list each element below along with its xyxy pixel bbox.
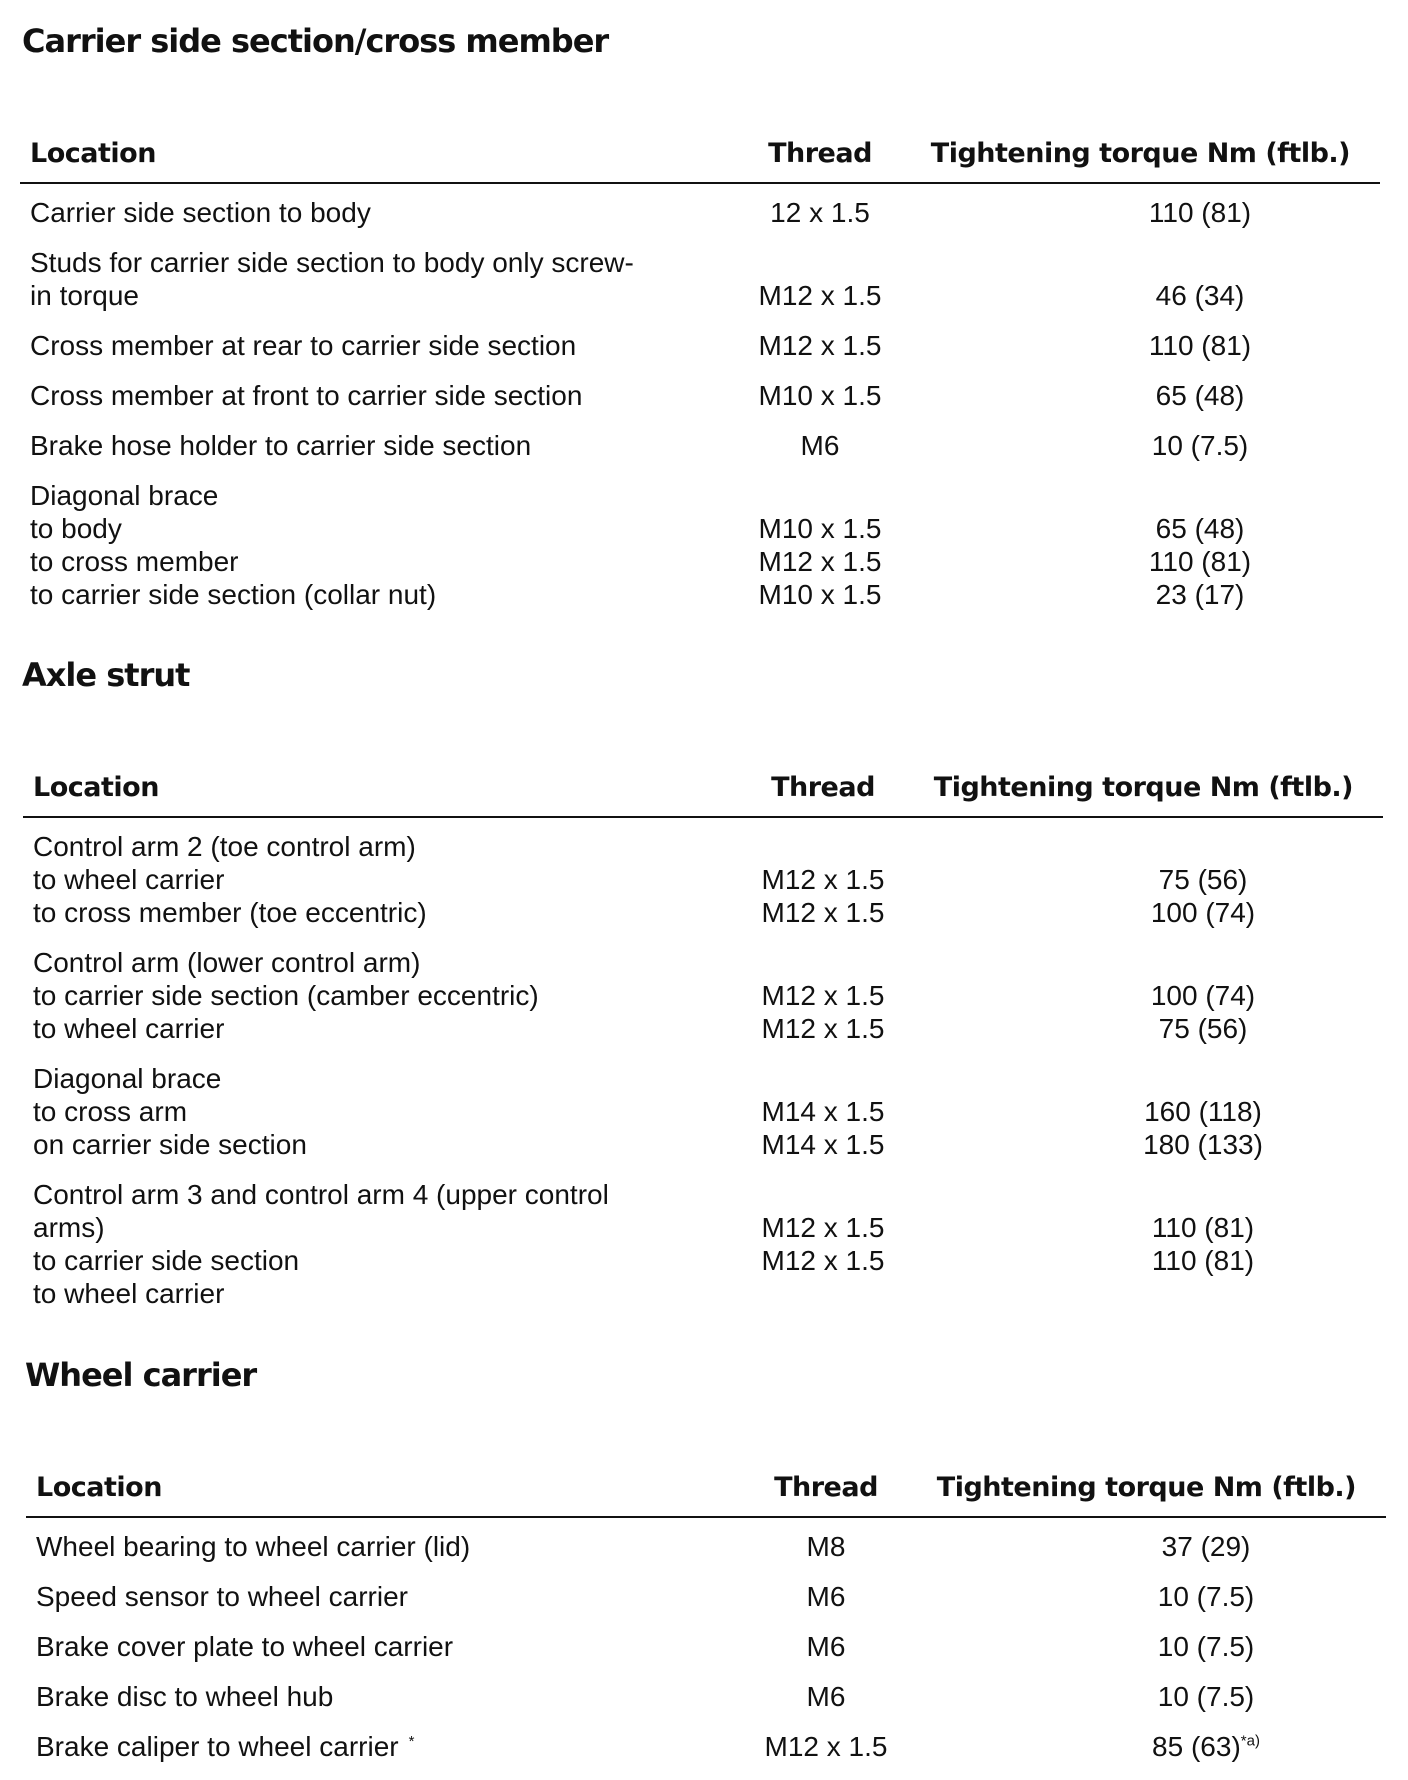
cell-thread-line: M10 x 1.5	[758, 513, 882, 544]
cell-thread-line: M12 x 1.5	[764, 1731, 888, 1762]
cell-location-line: to cross member (toe eccentric)	[33, 897, 427, 928]
cell-thread-line: M12 x 1.5	[758, 280, 882, 311]
cell-location-line: arms)	[33, 1212, 105, 1243]
cell-torque	[1086, 1680, 1326, 1713]
table-row	[20, 429, 1380, 462]
cell-torque	[1083, 1178, 1323, 1310]
cell-torque-line: 110 (81)	[1148, 197, 1252, 228]
cell-thread-line	[723, 830, 923, 863]
cell-location-line: Brake hose holder to carrier side section	[30, 430, 532, 461]
table-row	[23, 1178, 1383, 1310]
cell-thread-line: M10 x 1.5	[758, 579, 882, 610]
header-location: Location	[36, 1472, 162, 1503]
cell-thread	[723, 1178, 923, 1310]
cell-thread-line: M12 x 1.5	[761, 1245, 885, 1276]
cell-location-text: Brake caliper to wheel carrier	[36, 1731, 399, 1762]
table-header	[26, 1466, 1386, 1518]
cell-torque	[1086, 1630, 1326, 1663]
cell-location-line: to body	[30, 513, 122, 544]
section-title-carrier: Carrier side section/cross member	[22, 22, 609, 60]
cell-thread-line: M14 x 1.5	[761, 1129, 885, 1160]
header-thread: Thread	[768, 138, 872, 169]
header-thread: Thread	[774, 1472, 878, 1503]
cell-torque-line: 160 (118)	[1144, 1096, 1262, 1127]
cell-location	[36, 1630, 656, 1663]
header-thread: Thread	[771, 772, 875, 803]
cell-thread	[723, 1062, 923, 1161]
cell-location	[30, 329, 650, 362]
cell-torque	[1086, 1730, 1326, 1763]
torque-table-carrier	[20, 132, 1380, 628]
cell-torque-line: 46 (34)	[1155, 280, 1245, 311]
cell-torque-line	[1083, 830, 1323, 863]
cell-torque-line: 37 (29)	[1161, 1531, 1251, 1562]
cell-location	[36, 1580, 656, 1613]
table-body	[20, 196, 1380, 611]
table-header	[20, 132, 1380, 184]
cell-torque	[1083, 830, 1323, 929]
cell-location	[30, 246, 650, 312]
cell-location	[30, 196, 650, 229]
cell-location	[30, 429, 650, 462]
cell-torque-line	[1080, 246, 1320, 279]
cell-location-line: on carrier side section	[33, 1129, 307, 1160]
cell-thread-line: M12 x 1.5	[761, 864, 885, 895]
cell-thread	[723, 946, 923, 1045]
cell-thread	[726, 1730, 926, 1763]
cell-thread	[720, 429, 920, 462]
cell-location-line: Cross member at rear to carrier side section	[30, 330, 577, 361]
cell-torque-line	[1080, 479, 1320, 512]
cell-thread	[726, 1630, 926, 1663]
table-body	[23, 830, 1383, 1310]
cell-torque-line: 100 (74)	[1150, 980, 1256, 1011]
table-row	[23, 946, 1383, 1045]
table-body	[26, 1530, 1386, 1763]
cell-location-line: to cross arm	[33, 1096, 188, 1127]
cell-location	[33, 1178, 653, 1310]
table-row	[20, 479, 1380, 611]
cell-thread	[723, 830, 923, 929]
cell-torque	[1086, 1530, 1326, 1563]
cell-location-line: Wheel bearing to wheel carrier (lid)	[36, 1531, 471, 1562]
cell-location	[33, 1062, 653, 1161]
cell-thread	[720, 479, 920, 611]
cell-thread-line: M6	[806, 1681, 846, 1712]
cell-location	[36, 1730, 656, 1763]
cell-location-line: Control arm (lower control arm)	[33, 947, 421, 978]
cell-torque-line: 10 (7.5)	[1157, 1681, 1255, 1712]
cell-thread-line	[723, 1062, 923, 1095]
cell-torque-line	[1086, 1730, 1326, 1763]
cell-location	[36, 1530, 656, 1563]
cell-thread-line	[723, 1178, 923, 1211]
cell-torque-line: 75 (56)	[1158, 864, 1248, 895]
cell-location-line: to carrier side section (camber eccentric)	[33, 980, 539, 1011]
cell-torque-line: 65 (48)	[1155, 380, 1245, 411]
cell-thread-line: M6	[800, 430, 840, 461]
cell-location-line: Cross member at front to carrier side section	[30, 380, 583, 411]
cell-torque	[1080, 429, 1320, 462]
table-row	[20, 196, 1380, 229]
cell-thread-line	[720, 246, 920, 279]
cell-thread	[720, 196, 920, 229]
cell-torque	[1083, 946, 1323, 1045]
cell-torque-line: 110 (81)	[1148, 330, 1252, 361]
cell-torque-line	[1083, 1062, 1323, 1095]
cell-thread-line: M12 x 1.5	[761, 1212, 885, 1243]
cell-location-line: to wheel carrier	[33, 1278, 225, 1309]
cell-thread	[726, 1580, 926, 1613]
table-header	[23, 766, 1383, 818]
cell-location-line: Speed sensor to wheel carrier	[36, 1581, 408, 1612]
table-row	[20, 246, 1380, 312]
cell-location-line: to wheel carrier	[33, 1013, 225, 1044]
cell-torque	[1086, 1580, 1326, 1613]
cell-torque-text: 85 (63)	[1152, 1731, 1241, 1762]
cell-thread	[726, 1530, 926, 1563]
cell-torque	[1080, 246, 1320, 312]
table-row	[26, 1630, 1386, 1663]
cell-location-line: in torque	[30, 280, 139, 311]
cell-thread-line	[723, 946, 923, 979]
cell-thread	[720, 246, 920, 312]
cell-torque-line: 10 (7.5)	[1151, 430, 1249, 461]
cell-location-line: to carrier side section	[33, 1245, 300, 1276]
cell-thread	[720, 379, 920, 412]
cell-location-line	[36, 1730, 656, 1763]
cell-location-line: to wheel carrier	[33, 864, 225, 895]
cell-torque-line: 110 (81)	[1151, 1245, 1255, 1276]
cell-thread-line: M6	[806, 1631, 846, 1662]
cell-location-line: Carrier side section to body	[30, 197, 371, 228]
cell-torque-line: 110 (81)	[1148, 546, 1252, 577]
header-torque: Tightening torque Nm (ftlb.)	[930, 138, 1350, 169]
cell-thread-line: M12 x 1.5	[761, 1013, 885, 1044]
table-row	[23, 830, 1383, 929]
footnote-mark: *	[408, 1732, 415, 1750]
cell-torque-line: 110 (81)	[1151, 1212, 1255, 1243]
cell-thread-line: M8	[806, 1531, 846, 1562]
cell-torque-line	[1083, 946, 1323, 979]
header-location: Location	[30, 138, 156, 169]
table-row	[23, 1062, 1383, 1161]
cell-torque	[1083, 1062, 1323, 1161]
cell-location-line: Diagonal brace	[33, 1063, 222, 1094]
cell-thread-line: M12 x 1.5	[758, 546, 882, 577]
header-torque: Tightening torque Nm (ftlb.)	[936, 1472, 1356, 1503]
cell-torque-line	[1083, 1277, 1323, 1310]
cell-torque-line: 100 (74)	[1150, 897, 1256, 928]
header-location: Location	[33, 772, 159, 803]
cell-thread-line	[720, 479, 920, 512]
cell-location	[30, 479, 650, 611]
table-row	[20, 329, 1380, 362]
torque-table-wheel-carrier	[26, 1466, 1386, 1780]
cell-location	[36, 1680, 656, 1713]
torque-table-axle-strut	[23, 766, 1383, 1327]
cell-location	[33, 830, 653, 929]
cell-thread-line: M6	[806, 1581, 846, 1612]
table-row	[26, 1680, 1386, 1713]
cell-thread-line: M12 x 1.5	[761, 897, 885, 928]
cell-torque-line: 65 (48)	[1155, 513, 1245, 544]
cell-location-line: Control arm 2 (toe control arm)	[33, 831, 416, 862]
cell-torque-line: 23 (17)	[1155, 579, 1245, 610]
cell-thread	[720, 329, 920, 362]
cell-location	[33, 946, 653, 1045]
cell-torque	[1080, 329, 1320, 362]
cell-thread-line: M14 x 1.5	[761, 1096, 885, 1127]
cell-location-line: Brake disc to wheel hub	[36, 1681, 334, 1712]
cell-location-line: Brake cover plate to wheel carrier	[36, 1631, 454, 1662]
cell-torque	[1080, 479, 1320, 611]
cell-thread-line: M10 x 1.5	[758, 380, 882, 411]
cell-location-line: Diagonal brace	[30, 480, 219, 511]
cell-location	[30, 379, 650, 412]
cell-thread-line	[723, 1277, 923, 1310]
cell-torque	[1080, 196, 1320, 229]
footnote-mark: *a)	[1240, 1732, 1260, 1750]
cell-torque-line: 75 (56)	[1158, 1013, 1248, 1044]
cell-location-line: Control arm 3 and control arm 4 (upper control	[33, 1179, 609, 1210]
table-row	[26, 1730, 1386, 1763]
cell-torque	[1080, 379, 1320, 412]
table-row	[26, 1580, 1386, 1613]
cell-thread-line: M12 x 1.5	[758, 330, 882, 361]
table-row	[26, 1530, 1386, 1563]
cell-torque-line: 180 (133)	[1143, 1129, 1263, 1160]
cell-location-line: to carrier side section (collar nut)	[30, 579, 437, 610]
cell-location-line: to cross member	[30, 546, 239, 577]
cell-torque-line	[1083, 1178, 1323, 1211]
cell-torque-line: 10 (7.5)	[1157, 1581, 1255, 1612]
section-title-axle-strut: Axle strut	[22, 656, 190, 694]
cell-thread-line: 12 x 1.5	[770, 197, 870, 228]
cell-torque-line: 10 (7.5)	[1157, 1631, 1255, 1662]
cell-thread	[726, 1680, 926, 1713]
cell-thread-line: M12 x 1.5	[761, 980, 885, 1011]
table-row	[20, 379, 1380, 412]
cell-location-line: Studs for carrier side section to body only screw-	[30, 247, 634, 278]
section-title-wheel-carrier: Wheel carrier	[25, 1356, 257, 1394]
header-torque: Tightening torque Nm (ftlb.)	[933, 772, 1353, 803]
